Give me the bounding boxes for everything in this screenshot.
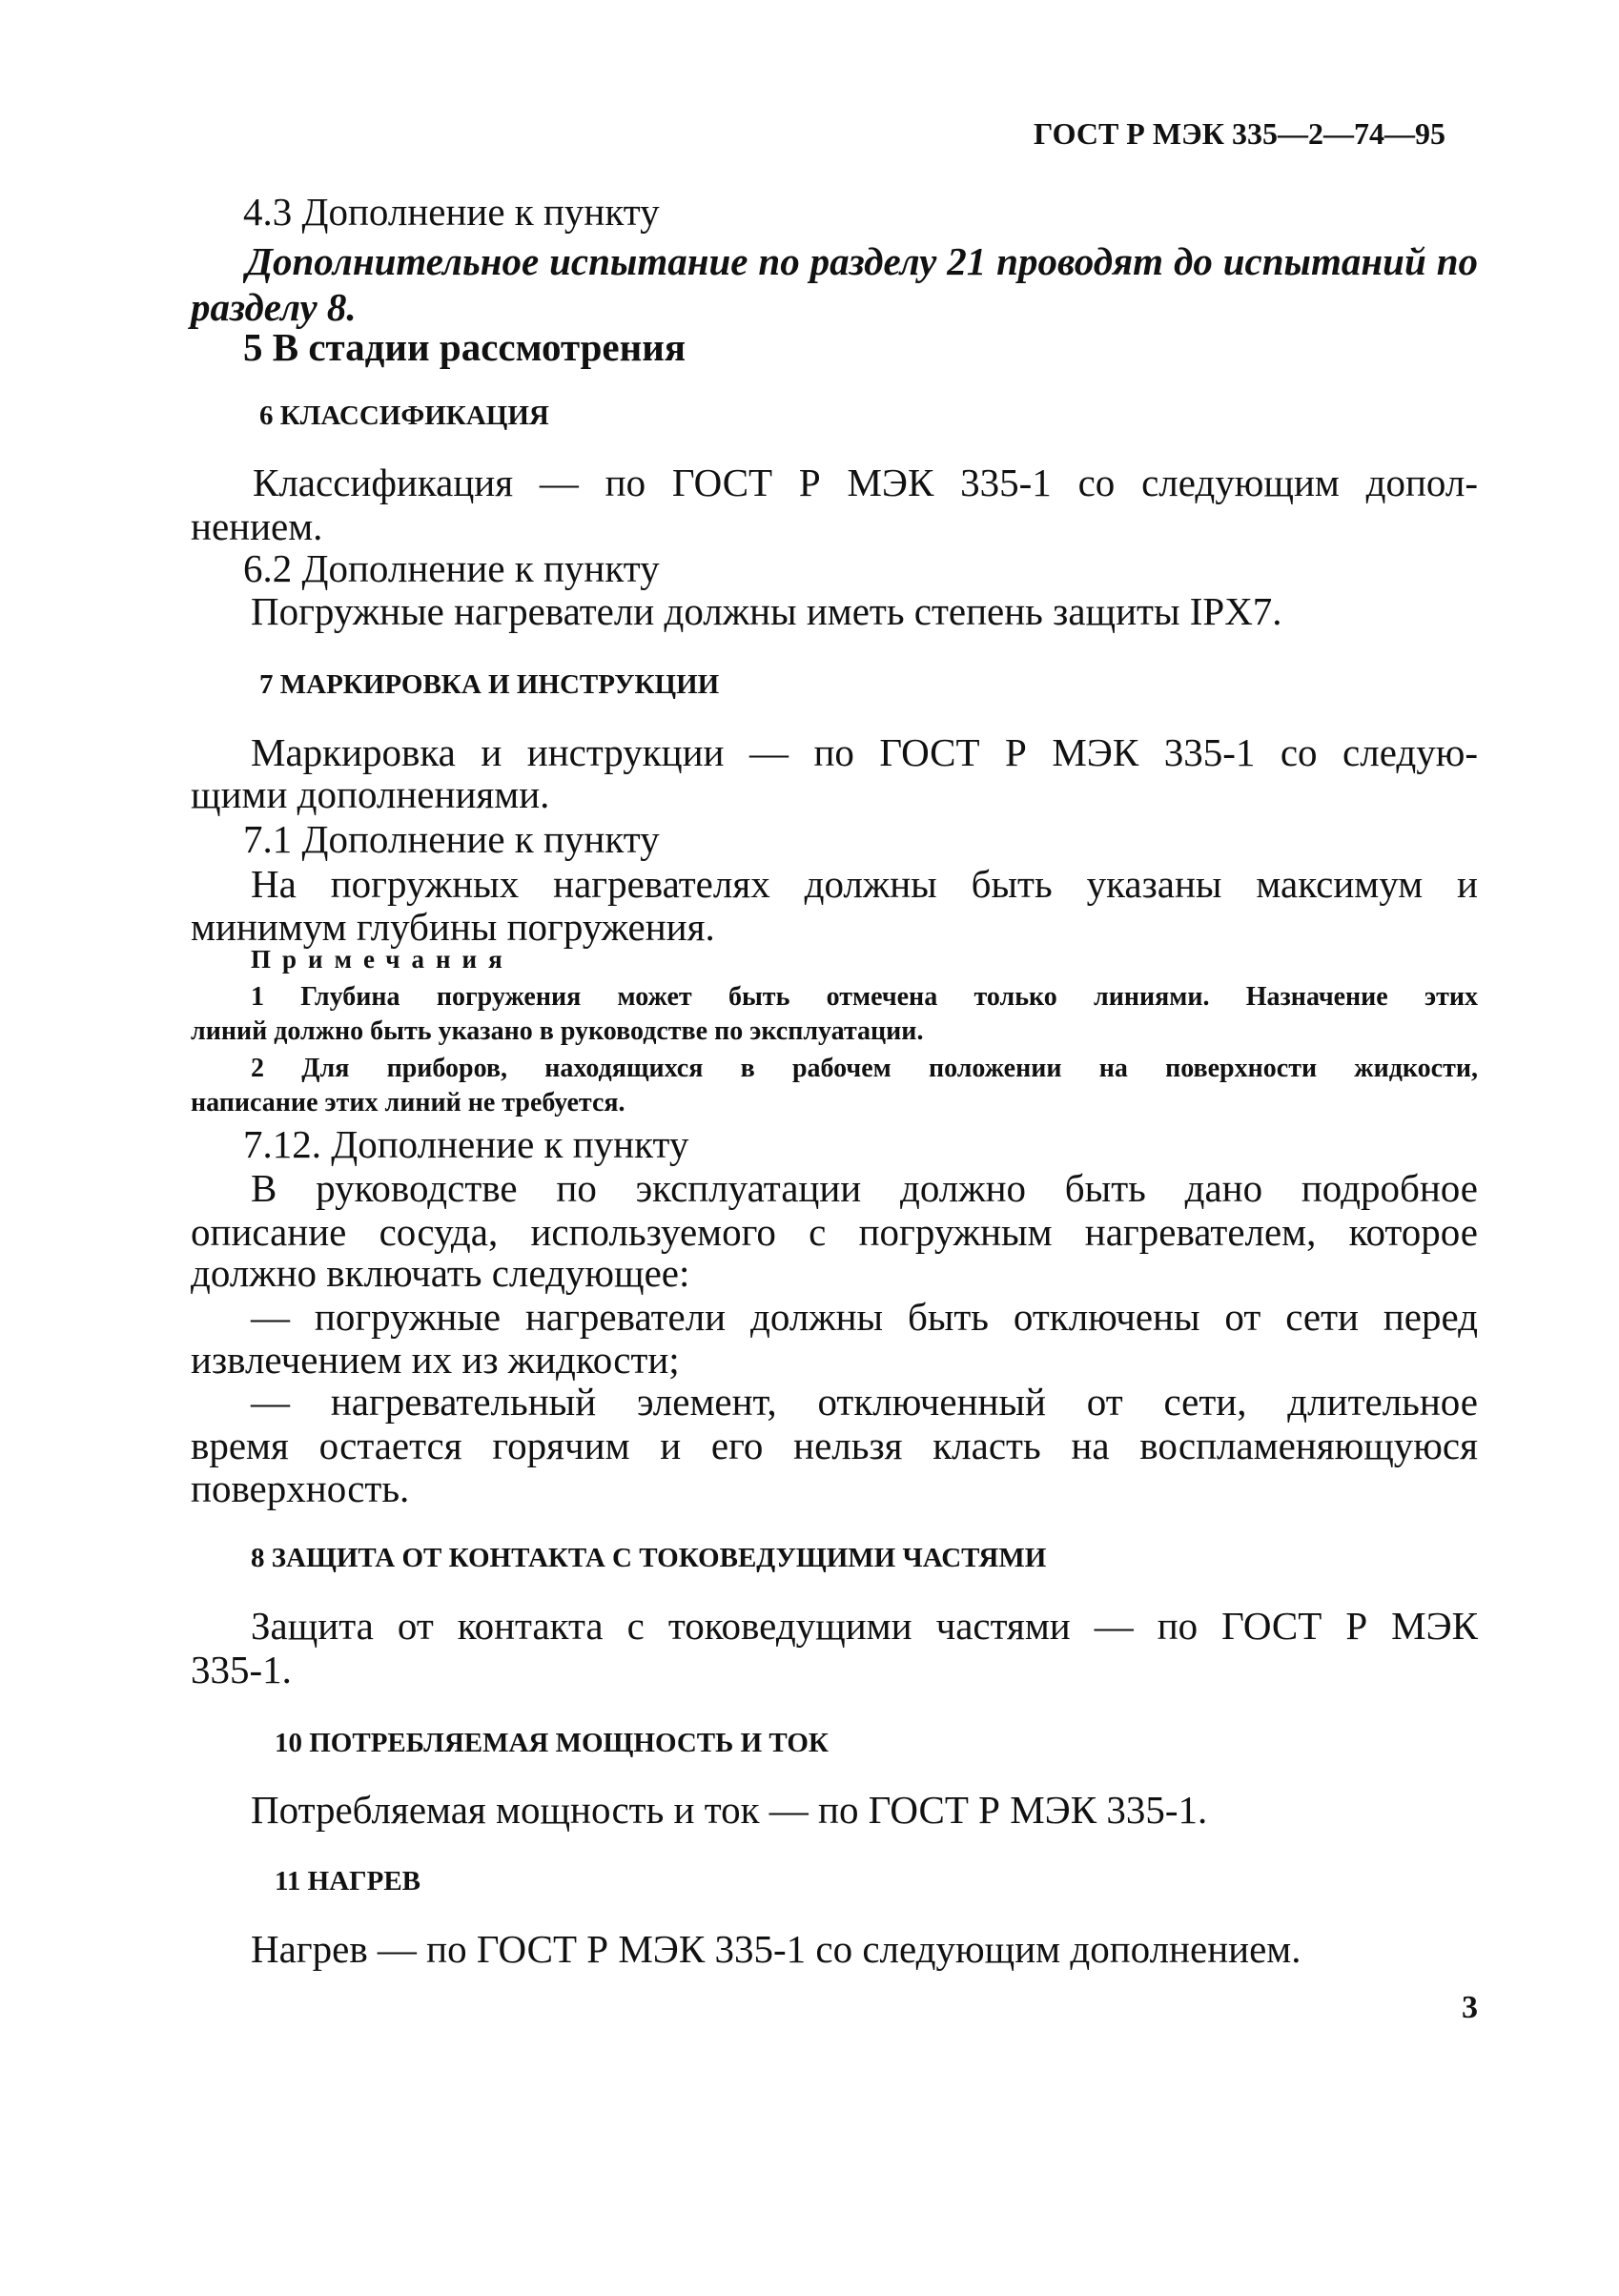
section-8-heading: 8 ЗАЩИТА ОТ КОНТАКТА С ТОКОВЕДУЩИМИ ЧАСТЯМИ <box>251 1543 1047 1573</box>
clause-4-3-text-line-2: разделу 8. <box>191 285 357 329</box>
section-7-text-line-1: Маркировка и инструкции — по ГОСТ Р МЭК 335-1 со следую- <box>251 730 1478 774</box>
clause-7-1-text-line-2: минимум глубины погружения. <box>191 905 715 949</box>
section-6-text-line-2: нением. <box>191 504 323 548</box>
section-7-text-line-2: щими дополнениями. <box>191 772 550 816</box>
clause-7-12-text-line-3: должно включать следующее: <box>191 1251 690 1295</box>
document-header: ГОСТ Р МЭК 335—2—74—95 <box>1034 116 1445 151</box>
section-6-text-line-1: Классификация — по ГОСТ Р МЭК 335-1 со следующим допол- <box>253 461 1478 504</box>
dash-item-1-line-2: извлечением их из жидкости; <box>191 1338 680 1382</box>
section-8-text-line-1: Защита от контакта с токоведущими частями — по ГОСТ Р МЭК <box>251 1604 1478 1648</box>
clause-6-2-heading: 6.2 Дополнение к пункту <box>243 546 660 590</box>
page-number: 3 <box>1462 1990 1478 2025</box>
clause-7-12-text-line-2: описание сосуда, используемого с погружным нагревателем, которое <box>191 1210 1478 1254</box>
notes-label: Примечания <box>251 945 514 974</box>
dash-item-2-line-2: время остается горячим и его нельзя класть на воспламеняющуюся <box>191 1424 1478 1467</box>
section-11-text: Нагрев — по ГОСТ Р МЭК 335-1 со следующим дополнением. <box>251 1927 1301 1971</box>
note-2-line-2: написание этих линий не требуется. <box>191 1088 625 1117</box>
note-2-line-1: 2 Для приборов, находящихся в рабочем положении на поверхности жидкости, <box>251 1054 1478 1083</box>
clause-4-3-text-line-1: Дополнительное испытание по разделу 21 проводят до испытаний по <box>246 239 1478 283</box>
clause-7-12-heading: 7.12. Дополнение к пункту <box>243 1122 689 1166</box>
dash-item-1-line-1: — погружные нагреватели должны быть отключены от сети перед <box>251 1295 1478 1339</box>
clause-7-1-text-line-1: На погружных нагревателях должны быть указаны максимум и <box>251 862 1478 906</box>
dash-item-2-line-3: поверхность. <box>191 1466 410 1510</box>
clause-4-3-heading: 4.3 Дополнение к пункту <box>243 190 660 234</box>
section-10-text: Потребляемая мощность и ток — по ГОСТ Р МЭК 335-1. <box>251 1788 1208 1832</box>
section-7-heading: 7 МАРКИРОВКА И ИНСТРУКЦИИ <box>259 669 720 700</box>
clause-6-2-text: Погружные нагреватели должны иметь степень защиты IPX7. <box>251 589 1282 633</box>
section-10-heading: 10 ПОТРЕБЛЯЕМАЯ МОЩНОСТЬ И ТОК <box>275 1728 829 1758</box>
section-11-heading: 11 НАГРЕВ <box>275 1866 421 1896</box>
note-1-line-1: 1 Глубина погружения может быть отмечена только линиями. Назначение этих <box>251 982 1478 1012</box>
clause-7-1-heading: 7.1 Дополнение к пункту <box>243 817 660 861</box>
dash-item-2-line-1: — нагревательный элемент, отключенный от сети, длительное <box>251 1380 1478 1424</box>
section-6-heading: 6 КЛАССИФИКАЦИЯ <box>259 400 549 431</box>
section-5-heading: 5 В стадии рассмотрения <box>243 325 687 369</box>
note-1-line-2: линий должно быть указано в руководстве по эксплуатации. <box>191 1016 924 1046</box>
section-8-text-line-2: 335-1. <box>191 1648 292 1691</box>
clause-7-12-text-line-1: В руководстве по эксплуатации должно быть дано подробное <box>251 1166 1478 1210</box>
